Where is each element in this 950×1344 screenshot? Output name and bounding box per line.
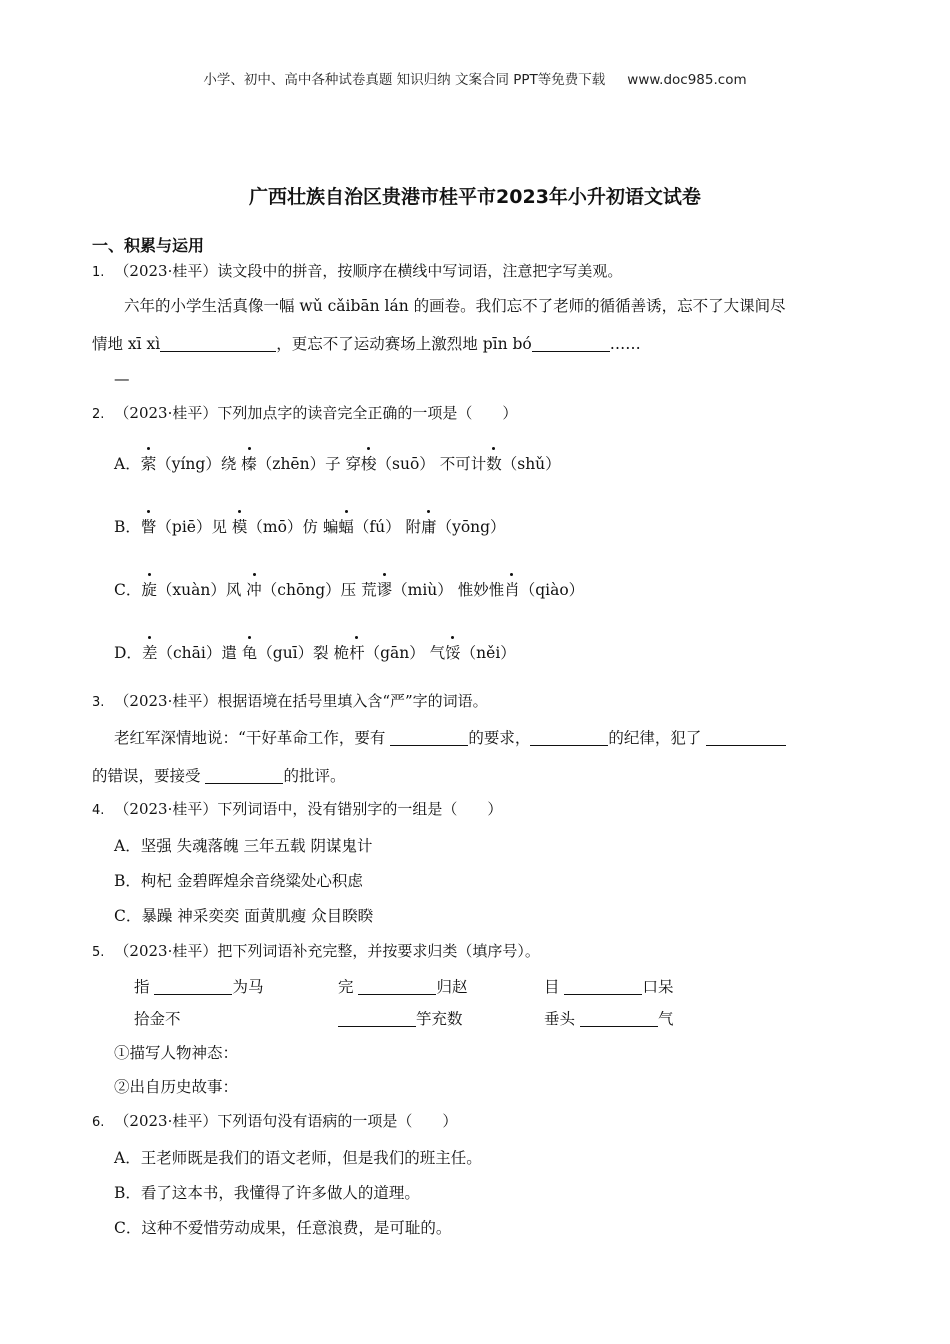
q5-sub-2: ②出自历史故事： <box>114 1078 239 1096</box>
q5-word-1 <box>134 975 263 997</box>
question-number: 4. <box>92 803 105 818</box>
header-url[interactable]: www.doc985.com <box>627 72 747 88</box>
dotted-char: 榛 <box>241 452 257 474</box>
answer-blank[interactable] <box>338 1011 416 1028</box>
q2-option-c[interactable] <box>114 578 584 600</box>
question-text: （2023·桂平）下列词语中，没有错别字的一组是（ ） <box>114 800 503 818</box>
option-label: B． <box>114 518 141 536</box>
answer-blank[interactable] <box>580 1011 658 1028</box>
q5-text: 指 <box>134 978 155 996</box>
question-3-stem <box>92 690 488 711</box>
option-text: （fú） 附 <box>353 518 422 536</box>
dotted-char: 模 <box>232 515 248 537</box>
answer-blank[interactable] <box>390 730 468 747</box>
q1-passage-line3: — <box>114 370 130 388</box>
option-text: （piē）见 <box>156 518 232 536</box>
answer-blank[interactable] <box>154 979 232 996</box>
q4-option-a[interactable]: A．坚强 失魂落魄 三年五载 阴谋鬼计 <box>114 837 373 855</box>
option-text: （shǔ） <box>501 455 561 473</box>
answer-blank[interactable] <box>706 730 786 747</box>
dotted-char: 差 <box>142 641 158 663</box>
q2-option-d[interactable] <box>114 641 516 663</box>
dotted-char: 冲 <box>246 578 262 600</box>
q6-option-a[interactable]: A．王老师既是我们的语文老师，但是我们的班主任。 <box>114 1149 482 1167</box>
dotted-char: 馁 <box>445 641 461 663</box>
page-header <box>0 68 950 88</box>
q3-text: 老红军深情地说：“干好革命工作，要有 <box>114 729 391 747</box>
question-4-stem <box>92 798 502 819</box>
option-label: D． <box>114 644 142 662</box>
q3-text: 的错误，要接受 <box>92 767 206 785</box>
q6-option-b[interactable]: B．看了这本书，我懂得了许多做人的道理。 <box>114 1184 420 1202</box>
q4-option-b[interactable]: B．枸杞 金碧晖煌余音绕粱处心积虑 <box>114 872 363 890</box>
question-text: （2023·桂平）根据语境在括号里填入含“严”字的词语。 <box>114 692 488 710</box>
option-text: （xuàn）风 <box>156 581 247 599</box>
q5-text: 气 <box>657 1010 674 1028</box>
question-text: （2023·桂平）读文段中的拼音，按顺序在横线中写词语，注意把字写美观。 <box>114 262 623 280</box>
q5-text: 为马 <box>232 978 264 996</box>
q5-sub-1: ①描写人物神态： <box>114 1044 239 1062</box>
q5-text: 目 <box>544 978 565 996</box>
option-label: C． <box>114 581 142 599</box>
q1-text: …… <box>609 335 641 353</box>
answer-blank[interactable] <box>564 979 642 996</box>
question-2-stem <box>92 402 517 423</box>
question-text: （2023·桂平）把下列词语补充完整，并按要求归类（填序号）。 <box>114 942 540 960</box>
option-text: （yōng） <box>436 518 506 536</box>
question-number: 6. <box>92 1115 105 1130</box>
option-text: （mō）仿 蝙 <box>247 518 339 536</box>
page-title: 广西壮族自治区贵港市桂平市2023年小升初语文试卷 <box>249 186 701 208</box>
question-number: 3. <box>92 695 105 710</box>
dotted-char: 谬 <box>377 578 393 600</box>
q3-line2 <box>92 764 345 786</box>
option-text: （gān） 气 <box>364 644 446 662</box>
q1-text: ，更忘不了运动赛场上激烈地 pīn bó <box>276 335 532 353</box>
q5-word-2 <box>338 975 467 997</box>
q5-text: 完 <box>338 978 359 996</box>
dotted-char: 萦 <box>141 452 157 474</box>
q1-text: 情地 xī xì <box>92 335 161 353</box>
section-heading: 一、积累与运用 <box>92 236 205 255</box>
option-text: （suō） 不可计 <box>376 455 487 473</box>
q3-text: 的要求， <box>468 729 531 747</box>
option-text: （yíng）绕 <box>156 455 242 473</box>
option-text: （miù） 惟妙惟 <box>392 581 505 599</box>
option-text: （qiào） <box>519 581 585 599</box>
question-text: （2023·桂平）下列语句没有语病的一项是（ ） <box>114 1112 458 1130</box>
question-text: （2023·桂平）下列加点字的读音完全正确的一项是（ ） <box>114 404 518 422</box>
question-number: 1. <box>92 265 105 280</box>
q3-text: 的批评。 <box>283 767 346 785</box>
question-number: 2. <box>92 407 105 422</box>
q5-text: 口呆 <box>642 978 674 996</box>
q4-option-c[interactable]: C．暴躁 神采奕奕 面黄肌瘦 众目睽睽 <box>114 907 374 925</box>
q6-option-c[interactable]: C．这种不爱惜劳动成果，任意浪费，是可耻的。 <box>114 1219 452 1237</box>
dotted-char: 旋 <box>141 578 157 600</box>
header-text: 小学、初中、高中各种试卷真题 知识归纳 文案合同 PPT等免费下载 <box>203 72 606 88</box>
q1-passage-line2 <box>92 332 641 354</box>
question-number: 5. <box>92 945 105 960</box>
dotted-char: 瞥 <box>141 515 157 537</box>
answer-blank[interactable] <box>358 979 436 996</box>
option-text: （guī）裂 桅 <box>257 644 350 662</box>
dotted-char: 龟 <box>242 641 258 663</box>
option-text: （chāi）遣 <box>157 644 242 662</box>
question-1-stem <box>92 260 622 281</box>
q5-text: 竽充数 <box>416 1010 463 1028</box>
q2-option-a[interactable] <box>114 452 561 474</box>
question-6-stem <box>92 1110 457 1131</box>
answer-blank[interactable] <box>160 336 276 353</box>
answer-blank[interactable] <box>530 730 608 747</box>
dotted-char: 蝠 <box>338 515 354 537</box>
q3-text: 的纪律，犯了 <box>608 729 707 747</box>
option-text: （zhēn）子 穿 <box>256 455 362 473</box>
q5-text: 拾金不 <box>134 1010 181 1028</box>
q1-passage-line1: 六年的小学生活真像一幅 wǔ cǎibān lán 的画卷。我们忘不了老师的循循善诱，忘不了大课间尽 <box>124 297 786 315</box>
dotted-char: 肖 <box>504 578 520 600</box>
q5-word-4 <box>134 1007 181 1029</box>
q5-text: 垂头 <box>544 1010 580 1028</box>
q5-word-5 <box>338 1007 463 1029</box>
option-text: （chōng）压 荒 <box>261 581 377 599</box>
q2-option-b[interactable] <box>114 515 506 537</box>
option-text: （něi） <box>460 644 516 662</box>
dotted-char: 杆 <box>349 641 365 663</box>
q5-word-3 <box>544 975 673 997</box>
q5-word-6 <box>544 1007 673 1029</box>
q3-line1 <box>114 726 786 748</box>
question-5-stem <box>92 940 540 961</box>
option-label: A． <box>114 455 141 473</box>
answer-blank[interactable] <box>205 768 283 785</box>
answer-blank[interactable] <box>532 336 610 353</box>
dotted-char: 庸 <box>421 515 437 537</box>
dotted-char: 梭 <box>361 452 377 474</box>
q5-text: 归赵 <box>436 978 468 996</box>
dotted-char: 数 <box>486 452 502 474</box>
